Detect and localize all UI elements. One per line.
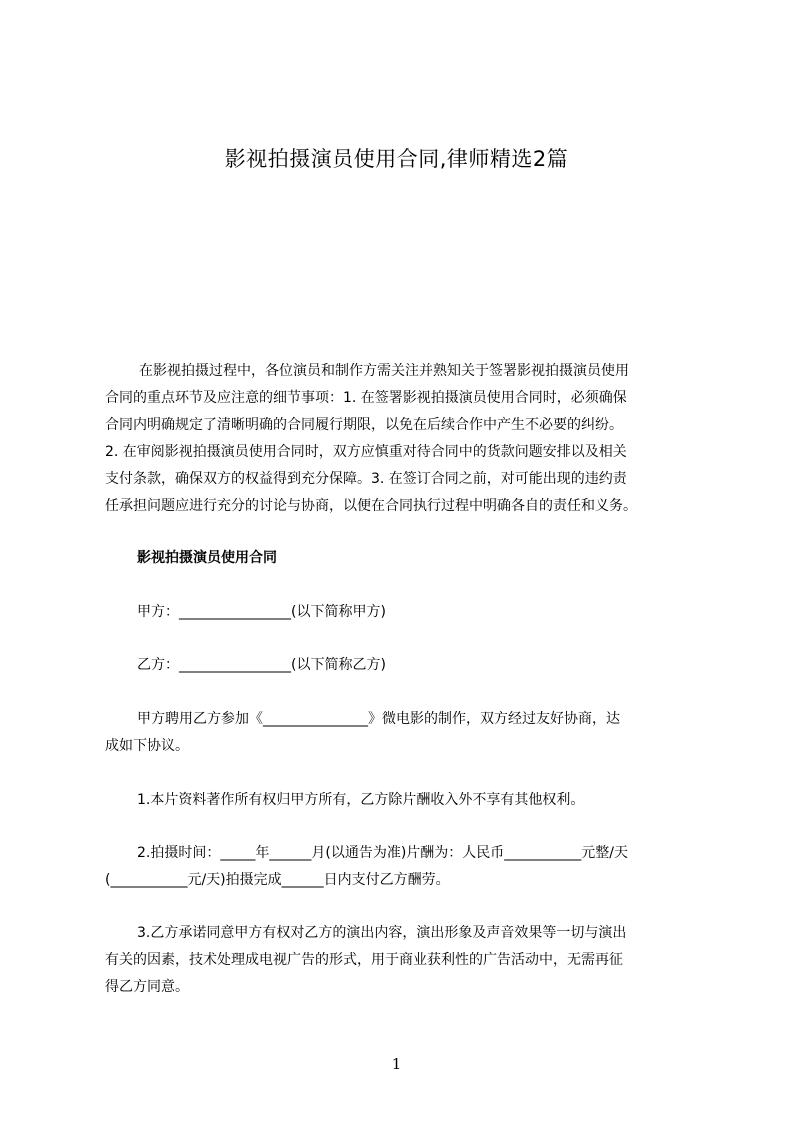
- party-a-line: [105, 599, 698, 626]
- hire-line: 成如下协议。: [105, 738, 189, 754]
- party-b-line: [105, 652, 698, 679]
- clause-3-line: 得乙方同意。: [105, 979, 189, 995]
- intro-paragraph: [105, 358, 698, 520]
- intro-line: 合同的重点环节及应注意的细节事项：1. 在签署影视拍摄演员使用合同时，必须确保: [105, 390, 627, 406]
- clause-2-line: 2.拍摄时间：_____年______月(以通告为准)片酬为：人民币___________元整/天: [137, 845, 628, 861]
- hire-paragraph: [105, 706, 698, 760]
- intro-line: 支付条款，确保双方的权益得到充分保障。3. 在签订合同之前，对可能出现的违约责: [105, 471, 627, 487]
- intro-line: 合同内明确规定了清晰明确的合同履行期限，以免在后续合作中产生不必要的纠纷。: [105, 417, 623, 433]
- contract-heading: 影视拍摄演员使用合同: [137, 550, 277, 566]
- clause-3: [105, 920, 698, 1001]
- document-title: 影视拍摄演员使用合同,律师精选2篇: [224, 147, 569, 171]
- intro-line: 2. 在审阅影视拍摄演员使用合同时，双方应慎重对待合同中的货款问题安排以及相关: [105, 444, 627, 460]
- clause-3-line: 有关的因素，技术处理成电视广告的形式，用于商业获利性的广告活动中，无需再征: [105, 952, 623, 968]
- clause-2: [105, 840, 698, 894]
- clause-1: [105, 787, 698, 814]
- page-number: 1: [391, 1055, 402, 1073]
- hire-line: 甲方聘用乙方参加《_______________》微电影的制作，双方经过友好协商，达: [137, 711, 620, 727]
- intro-line: 在影视拍摄过程中，各位演员和制作方需关注并熟知关于签署影视拍摄演员使用: [139, 363, 629, 379]
- clause-2-line: (___________元/天)拍摄完成______日内支付乙方酬劳。: [105, 872, 450, 888]
- clause-3-line: 3.乙方承诺同意甲方有权对乙方的演出内容，演出形象及声音效果等一切与演出: [137, 925, 627, 941]
- party-a-text: 甲方：________________(以下简称甲方): [137, 604, 386, 620]
- clause-1-text: 1.本片资料著作所有权归甲方所有，乙方除片酬收入外不享有其他权利。: [137, 792, 585, 808]
- intro-line: 任承担问题应进行充分的讨论与协商，以便在合同执行过程中明确各自的责任和义务。: [105, 498, 637, 514]
- party-b-text: 乙方：________________(以下简称乙方): [137, 657, 386, 673]
